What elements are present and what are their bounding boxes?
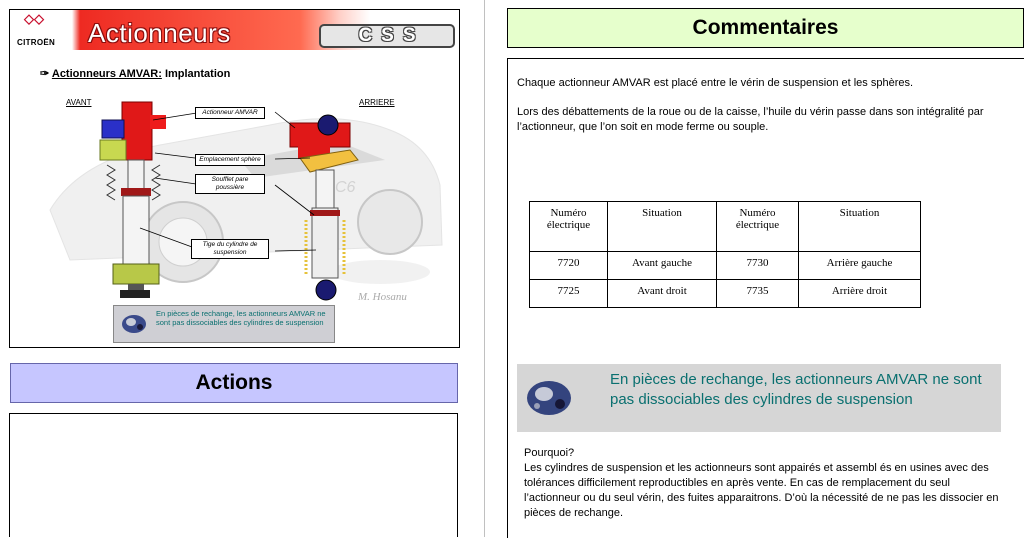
table-header-cell: Numéro électrique bbox=[717, 202, 799, 252]
why-title: Pourquoi? bbox=[524, 447, 575, 459]
table-cell: 7730 bbox=[717, 252, 799, 280]
subtitle-main: Actionneurs AMVAR: bbox=[51, 68, 162, 80]
actions-box bbox=[9, 413, 458, 537]
table-cell: Avant gauche bbox=[608, 252, 717, 280]
label-front: AVANT bbox=[66, 98, 92, 107]
callout-boot: Soufflet pare poussière bbox=[195, 174, 265, 194]
table-cell: Avant droit bbox=[608, 280, 717, 308]
actuator-part-icon bbox=[120, 312, 148, 336]
actuator-part-icon bbox=[523, 375, 575, 421]
brand-name: CITROËN bbox=[17, 38, 56, 47]
citroen-logo-icon: ◇◇ bbox=[24, 11, 44, 26]
comment-paragraph-1: Chaque actionneur AMVAR est placé entre le vérin de suspension et les sphères. bbox=[517, 77, 914, 89]
electrical-table bbox=[529, 201, 921, 308]
signature: M. Hosanu bbox=[358, 291, 407, 303]
slide-note-text: En pièces de rechange, les actionneurs AMVAR ne sont pas dissociables des cylindres de suspension bbox=[156, 309, 326, 327]
subtitle-rest: Implantation bbox=[164, 68, 231, 80]
page-divider bbox=[484, 0, 485, 537]
slide-title: Actionneurs bbox=[88, 18, 231, 48]
table-header-row bbox=[530, 202, 921, 252]
callout-actuator: Actionneur AMVAR bbox=[195, 107, 265, 119]
table-header-cell: Situation bbox=[608, 202, 717, 252]
why-section bbox=[524, 446, 999, 521]
why-body: Les cylindres de suspension et les actionneurs sont appairés et assembl és en usines avec des tolérances difficilement reproductibles en après vente. En cas de remplacement du seul l’actionneur ou du seul vérin, des fuites apparaitrons. D’où la nécessité de ne pas les dissocier en pièces de rechange. bbox=[524, 462, 999, 519]
slide-panel bbox=[9, 9, 460, 348]
comments-header: Commentaires bbox=[507, 8, 1024, 48]
table-cell: Arrière droit bbox=[799, 280, 921, 308]
actions-header: Actions bbox=[10, 363, 458, 403]
table-cell: 7725 bbox=[530, 280, 608, 308]
car-badge: C6 bbox=[335, 179, 356, 196]
table-row bbox=[530, 252, 921, 280]
table-cell: 7720 bbox=[530, 252, 608, 280]
note-text: En pièces de rechange, les actionneurs AMVAR ne sont pas dissociables des cylindres de suspension bbox=[610, 371, 982, 408]
comment-paragraph-2: Lors des débattements de la roue ou de la caisse, l’huile du vérin passe dans son intégralité par l’actionneur, que l’on soit en mode ferme ou souple. bbox=[517, 106, 984, 133]
table-cell: Arrière gauche bbox=[799, 252, 921, 280]
pencil-icon: ✑ bbox=[40, 68, 50, 80]
label-rear: ARRIERE bbox=[359, 98, 395, 107]
table-header-cell: Situation bbox=[799, 202, 921, 252]
table-cell: 7735 bbox=[717, 280, 799, 308]
callout-sphere: Emplacement sphère bbox=[195, 154, 265, 166]
callout-rod: Tige du cylindre de suspension bbox=[191, 239, 269, 259]
table-row bbox=[530, 280, 921, 308]
css-badge: CSS bbox=[319, 24, 455, 48]
table-header-cell: Numéro électrique bbox=[530, 202, 608, 252]
